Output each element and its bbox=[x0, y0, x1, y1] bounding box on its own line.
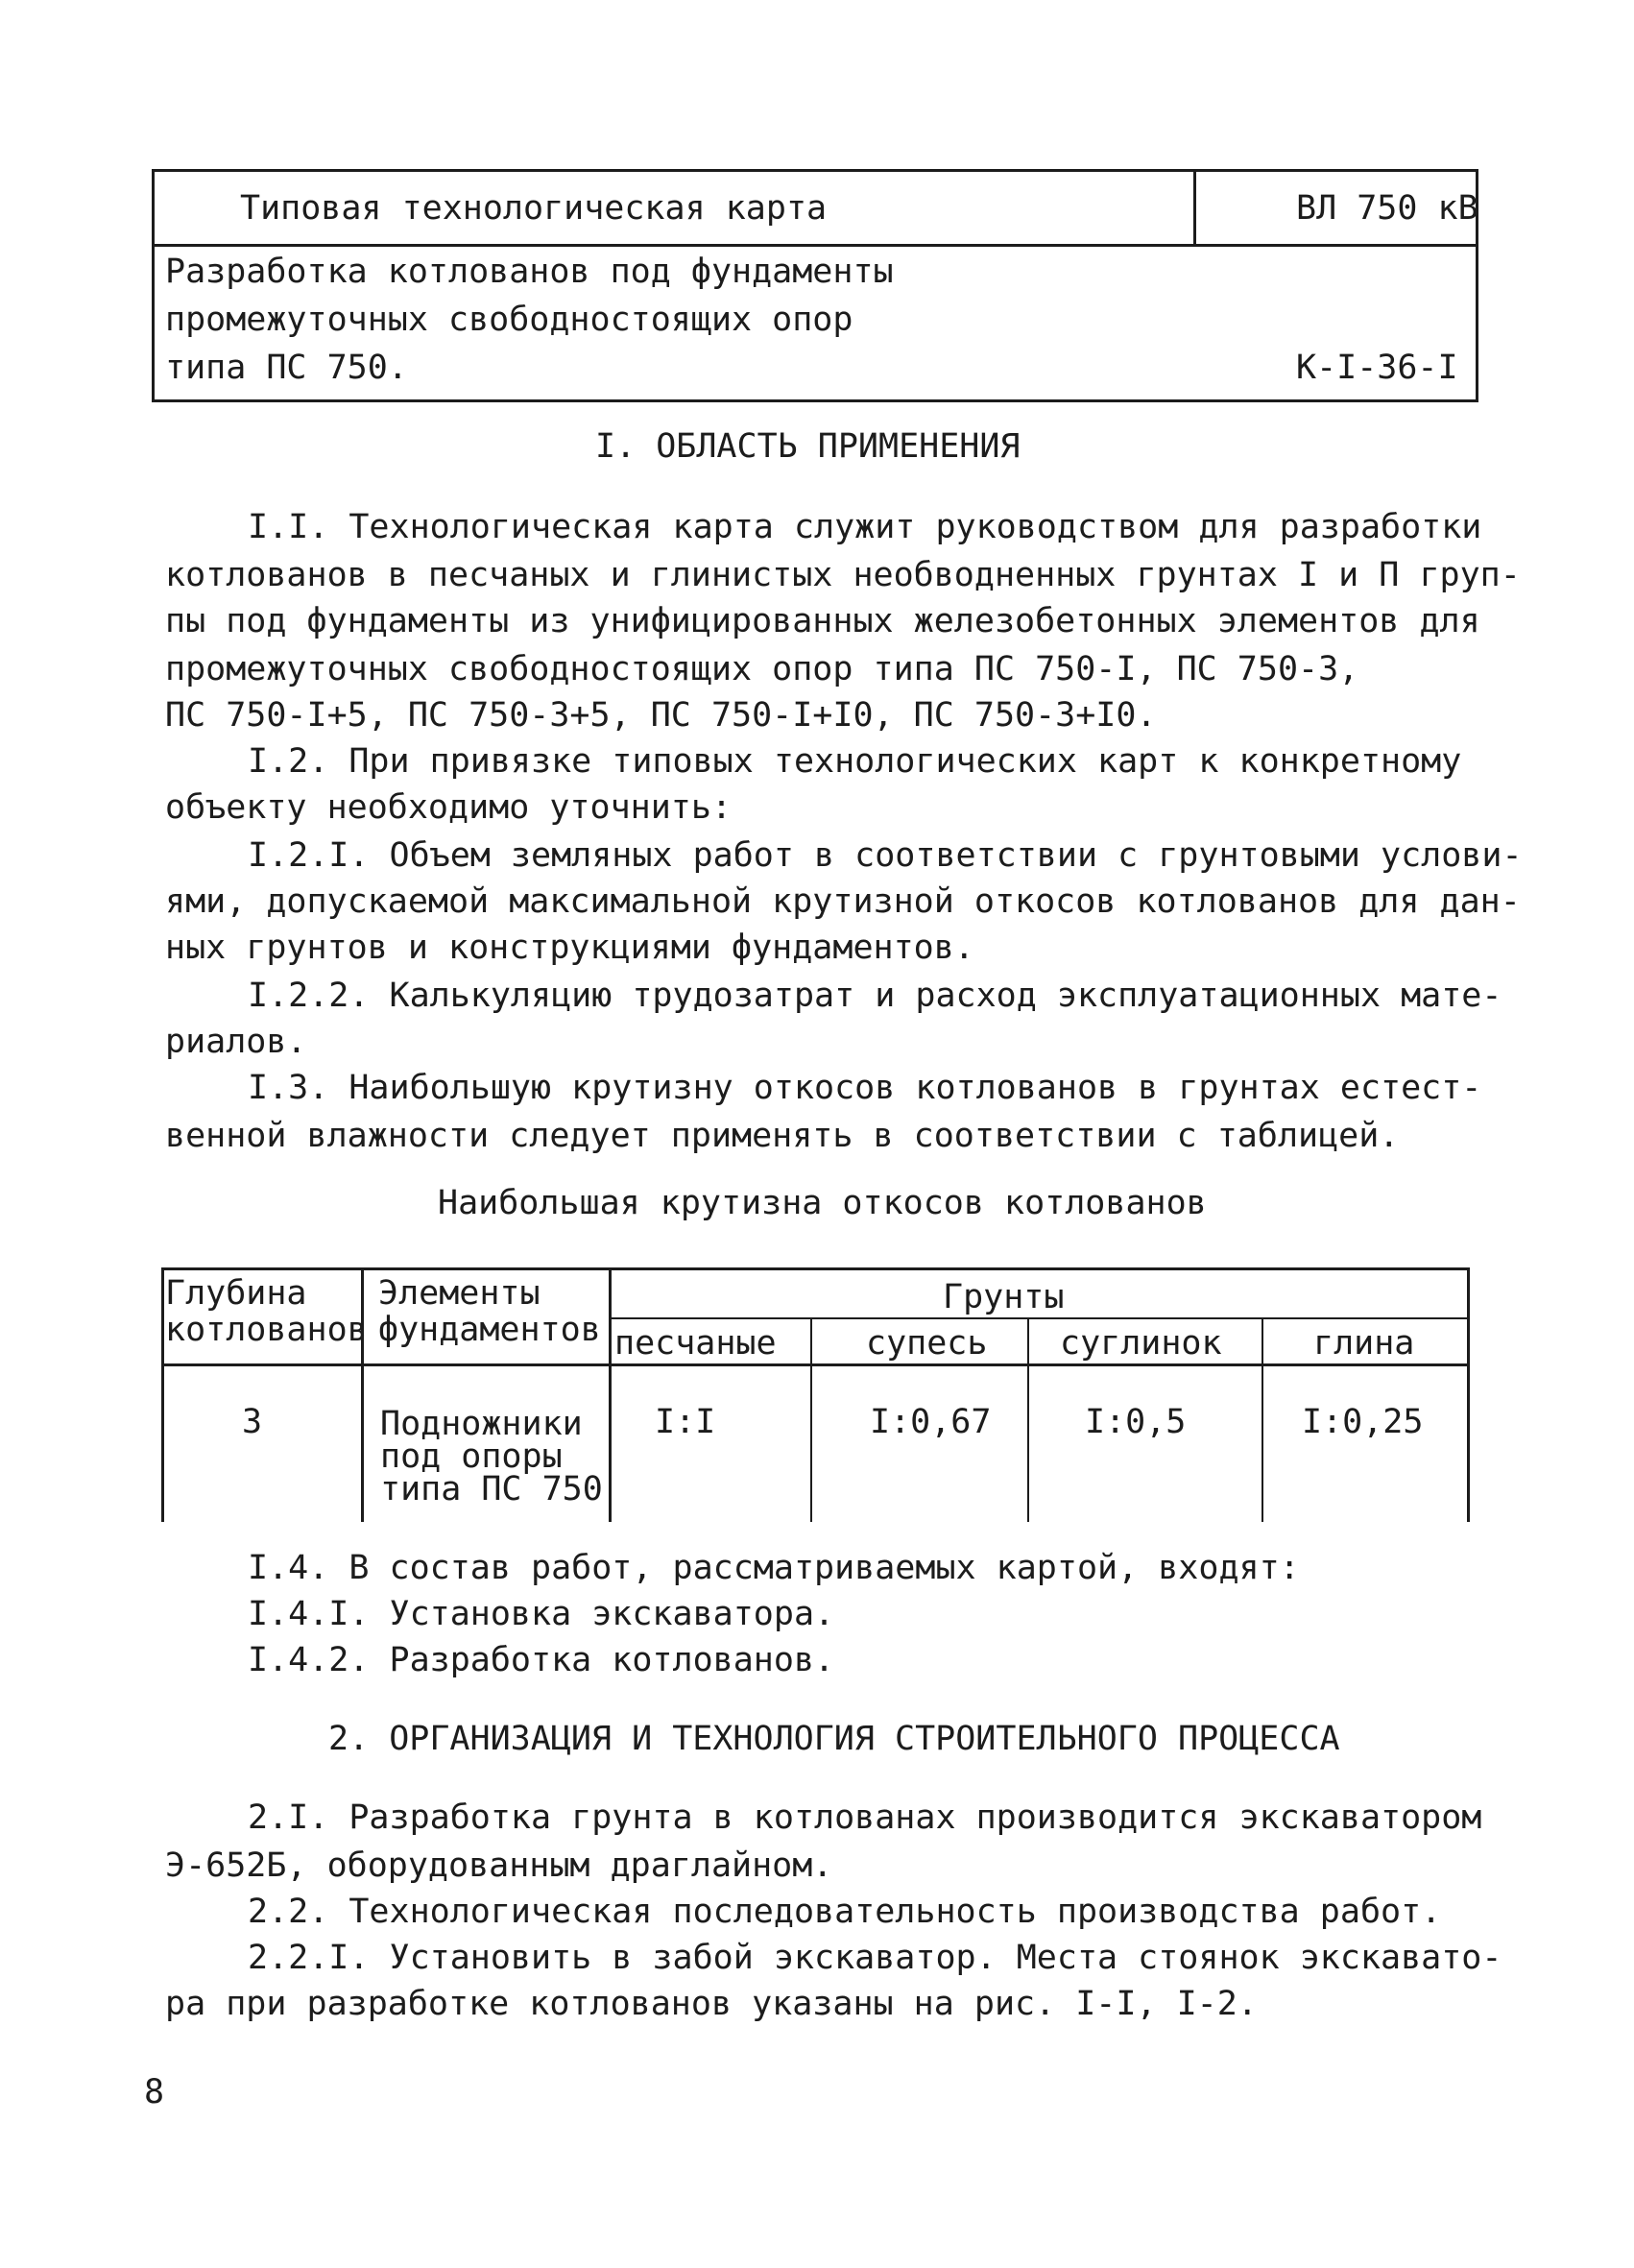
paragraph-line: 2.2.I. Установить в забой экскаватор. Места стоянок экскавато- bbox=[248, 1939, 1502, 1977]
paragraph-line: Э-652Б, оборудованным драглайном. bbox=[165, 1846, 833, 1885]
paragraph-line: котлованов в песчаных и глинистых необводненных грунтах I и П груп- bbox=[165, 556, 1521, 594]
cell-value: I:0,67 bbox=[870, 1403, 992, 1441]
paragraph-line: риалов. bbox=[165, 1023, 307, 1061]
paragraph-line: ра при разработке котлованов указаны на рис. I-I, I-2. bbox=[165, 1985, 1258, 2023]
cell-value: I:0,25 bbox=[1302, 1403, 1424, 1441]
paragraph-line: ПС 750-I+5, ПС 750-3+5, ПС 750-I+I0, ПС 750-3+I0. bbox=[165, 696, 1157, 735]
header-soils-group: Грунты bbox=[943, 1278, 1065, 1316]
paragraph-line: венной влажности следует применять в соответствии с таблицей. bbox=[165, 1117, 1400, 1155]
header-soil: супесь bbox=[866, 1324, 988, 1363]
paragraph-line: I.2.I. Объем земляных работ в соответствии с грунтовыми услови- bbox=[248, 836, 1523, 875]
header-description-line: Разработка котлованов под фундаменты bbox=[165, 253, 894, 291]
paragraph-line: I.4.I. Установка экскаватора. bbox=[248, 1595, 835, 1633]
header-code-bottom: К-I-36-I bbox=[1296, 349, 1458, 387]
header-elements: фундаментов bbox=[378, 1311, 601, 1349]
header-elements: Элементы bbox=[378, 1274, 541, 1313]
paragraph-line: ями, допускаемой максимальной крутизной откосов котлованов для дан- bbox=[165, 882, 1521, 921]
cell-elements: типа ПС 750 bbox=[380, 1470, 603, 1508]
paragraph-line: пы под фундаменты из унифицированных железобетонных элементов для bbox=[165, 602, 1480, 640]
paragraph-line: I.4.2. Разработка котлованов. bbox=[248, 1641, 835, 1679]
paragraph-line: объекту необходимо уточнить: bbox=[165, 788, 733, 827]
section-2-heading: 2. ОРГАНИЗАЦИЯ И ТЕХНОЛОГИЯ СТРОИТЕЛЬНОГО ПРОЦЕССА bbox=[328, 1720, 1340, 1758]
header-description-line: типа ПС 750. bbox=[165, 349, 408, 387]
header-soil: глина bbox=[1313, 1324, 1415, 1363]
paragraph-line: ных грунтов и конструкциями фундаментов. bbox=[165, 929, 974, 967]
header-code-top: ВЛ 750 кВ bbox=[1296, 189, 1478, 228]
header-depth: котлованов bbox=[165, 1311, 368, 1349]
paragraph-line: 2.I. Разработка грунта в котлованах производится экскаватором bbox=[248, 1798, 1482, 1837]
paragraph-line: I.2.2. Калькуляцию трудозатрат и расход эксплуатационных мате- bbox=[248, 977, 1502, 1015]
paragraph-line: I.2. При привязке типовых технологических карт к конкретному bbox=[248, 742, 1462, 781]
section-1-heading: I. ОБЛАСТЬ ПРИМЕНЕНИЯ bbox=[595, 427, 1021, 466]
paragraph-line: I.3. Наибольшую крутизну откосов котлованов в грунтах естест- bbox=[248, 1069, 1482, 1107]
paragraph-line: 2.2. Технологическая последовательность производства работ. bbox=[248, 1893, 1442, 1931]
header-title: Типовая технологическая карта bbox=[240, 189, 828, 228]
header-depth: Глубина bbox=[165, 1274, 307, 1313]
paragraph-line: промежуточных свободностоящих опор типа ПС 750-I, ПС 750-3, bbox=[165, 650, 1359, 688]
cell-elements: Подножники bbox=[380, 1405, 583, 1443]
table-caption: Наибольшая крутизна откосов котлованов bbox=[438, 1184, 1207, 1222]
header-soil: песчаные bbox=[614, 1324, 777, 1363]
cell-value: I:I bbox=[655, 1403, 716, 1441]
cell-elements: под опоры bbox=[380, 1437, 563, 1476]
cell-depth: 3 bbox=[242, 1403, 263, 1441]
cell-value: I:0,5 bbox=[1085, 1403, 1187, 1441]
page-number: 8 bbox=[144, 2073, 165, 2111]
paragraph-line: I.I. Технологическая карта служит руководством для разработки bbox=[248, 508, 1482, 546]
header-soil: суглинок bbox=[1060, 1324, 1222, 1363]
header-description-line: промежуточных свободностоящих опор bbox=[165, 301, 853, 339]
paragraph-line: I.4. В состав работ, рассматриваемых картой, входят: bbox=[248, 1549, 1300, 1587]
